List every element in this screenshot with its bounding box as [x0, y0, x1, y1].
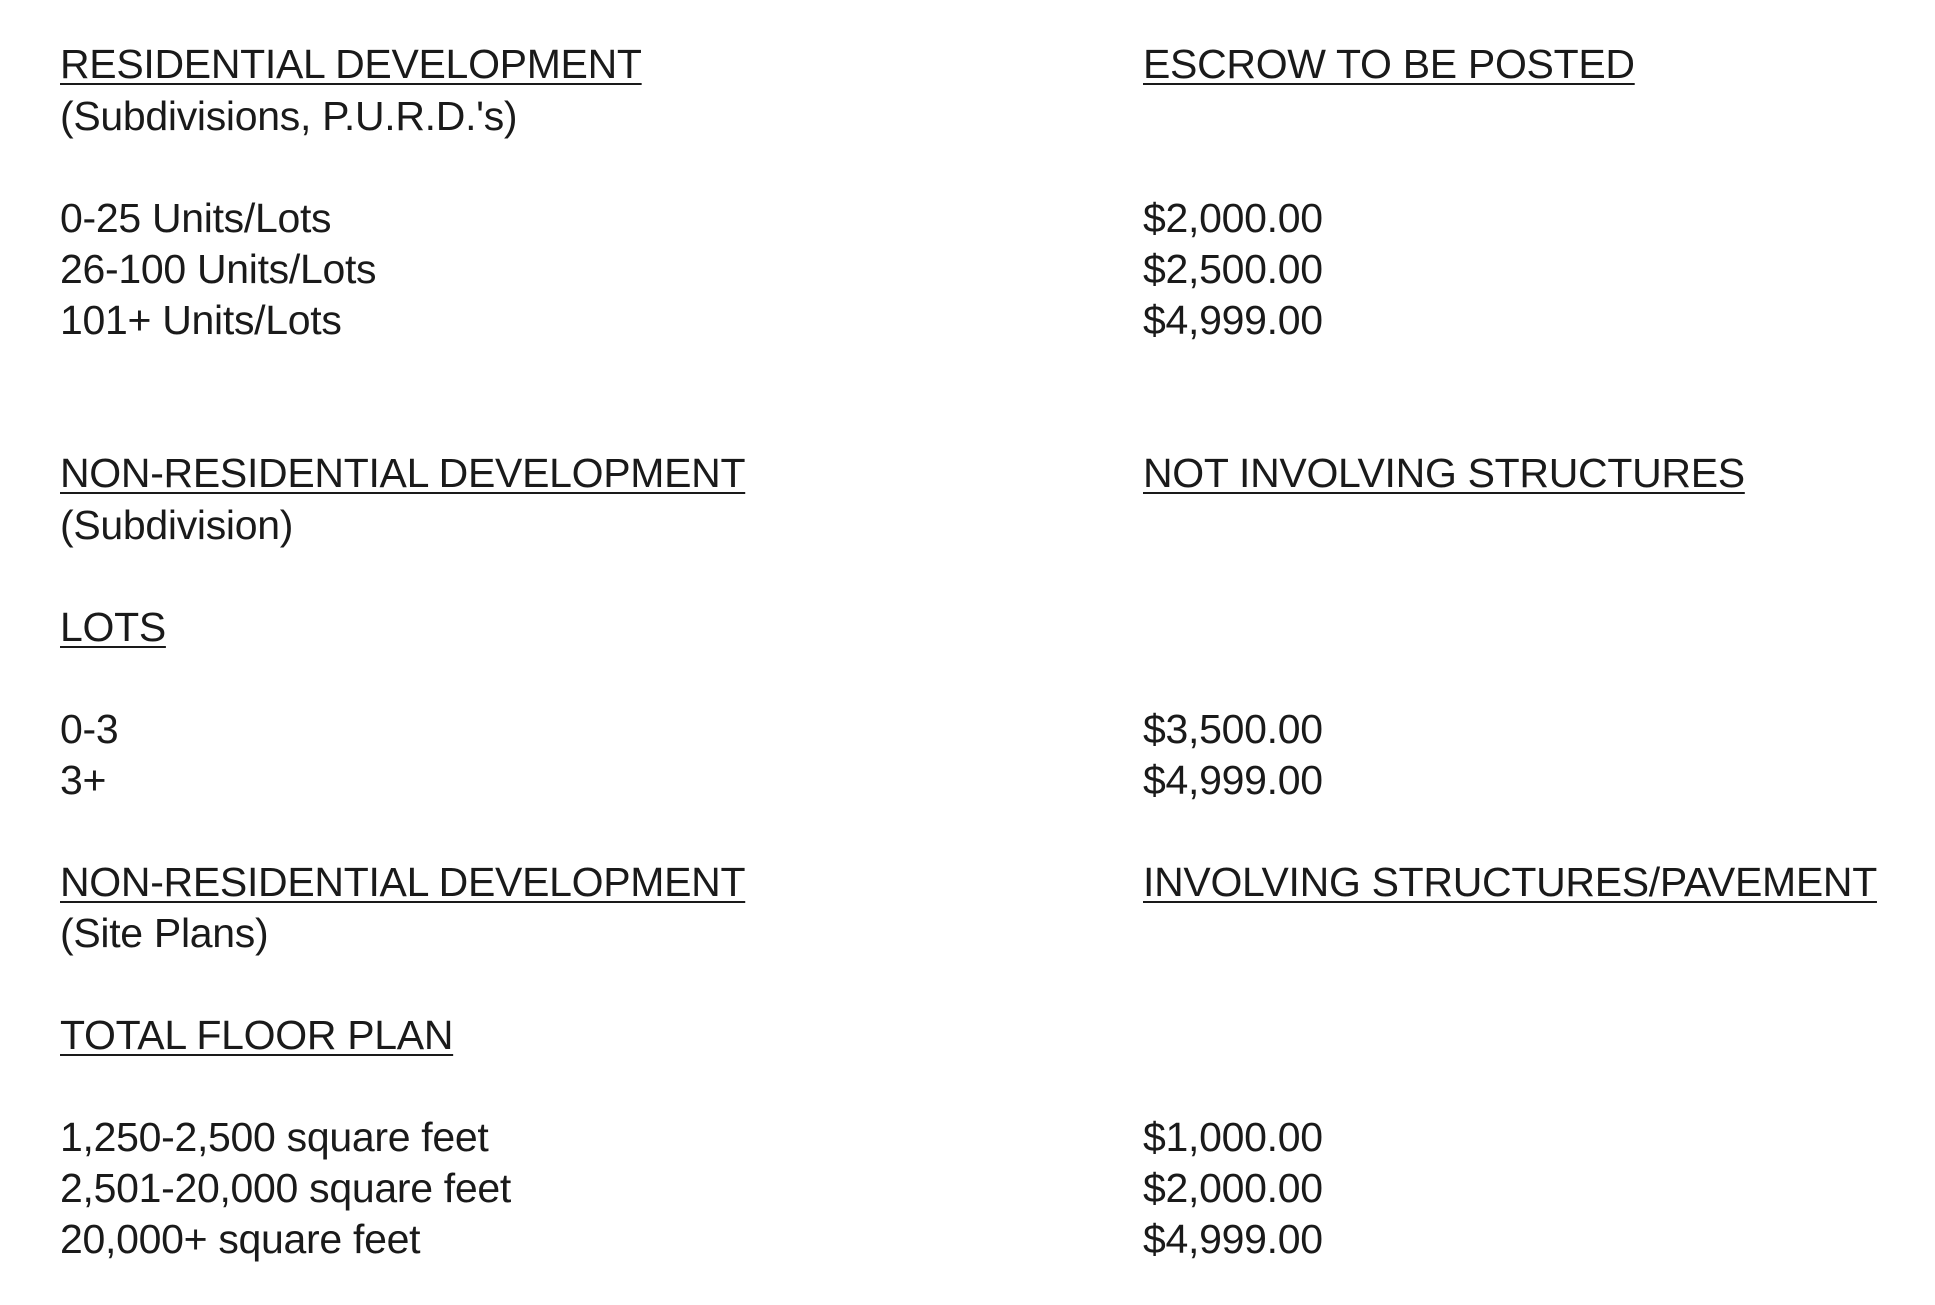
floor-plan-row-label: 2,501-20,000 square feet: [60, 1165, 511, 1211]
non-residential-subdivision-subheading: (Subdivision): [60, 502, 294, 548]
involving-structures-heading: INVOLVING STRUCTURES/PAVEMENT: [1143, 859, 1877, 905]
floor-plan-row-label: 20,000+ square feet: [60, 1216, 421, 1262]
escrow-column-heading: ESCROW TO BE POSTED: [1143, 41, 1635, 87]
residential-row-amount: $4,999.00: [1143, 297, 1323, 343]
lots-row-amount: $4,999.00: [1143, 757, 1323, 803]
lots-heading: LOTS: [60, 604, 166, 650]
residential-row-label: 0-25 Units/Lots: [60, 195, 332, 241]
not-involving-structures-heading: NOT INVOLVING STRUCTURES: [1143, 450, 1745, 496]
residential-subheading: (Subdivisions, P.U.R.D.'s): [60, 93, 518, 139]
residential-heading: RESIDENTIAL DEVELOPMENT: [60, 41, 642, 87]
floor-plan-row-amount: $1,000.00: [1143, 1114, 1323, 1160]
floor-plan-row-amount: $2,000.00: [1143, 1165, 1323, 1211]
residential-row-label: 26-100 Units/Lots: [60, 246, 377, 292]
non-residential-site-plans-subheading: (Site Plans): [60, 910, 269, 956]
lots-row-label: 3+: [60, 757, 107, 803]
floor-plan-row-label: 1,250-2,500 square feet: [60, 1114, 489, 1160]
total-floor-plan-heading: TOTAL FLOOR PLAN: [60, 1012, 454, 1058]
residential-row-label: 101+ Units/Lots: [60, 297, 342, 343]
non-residential-site-plans-heading: NON-RESIDENTIAL DEVELOPMENT: [60, 859, 746, 905]
lots-row-amount: $3,500.00: [1143, 706, 1323, 752]
lots-row-label: 0-3: [60, 706, 119, 752]
residential-row-amount: $2,500.00: [1143, 246, 1323, 292]
non-residential-subdivision-heading: NON-RESIDENTIAL DEVELOPMENT: [60, 450, 746, 496]
floor-plan-row-amount: $4,999.00: [1143, 1216, 1323, 1262]
residential-row-amount: $2,000.00: [1143, 195, 1323, 241]
